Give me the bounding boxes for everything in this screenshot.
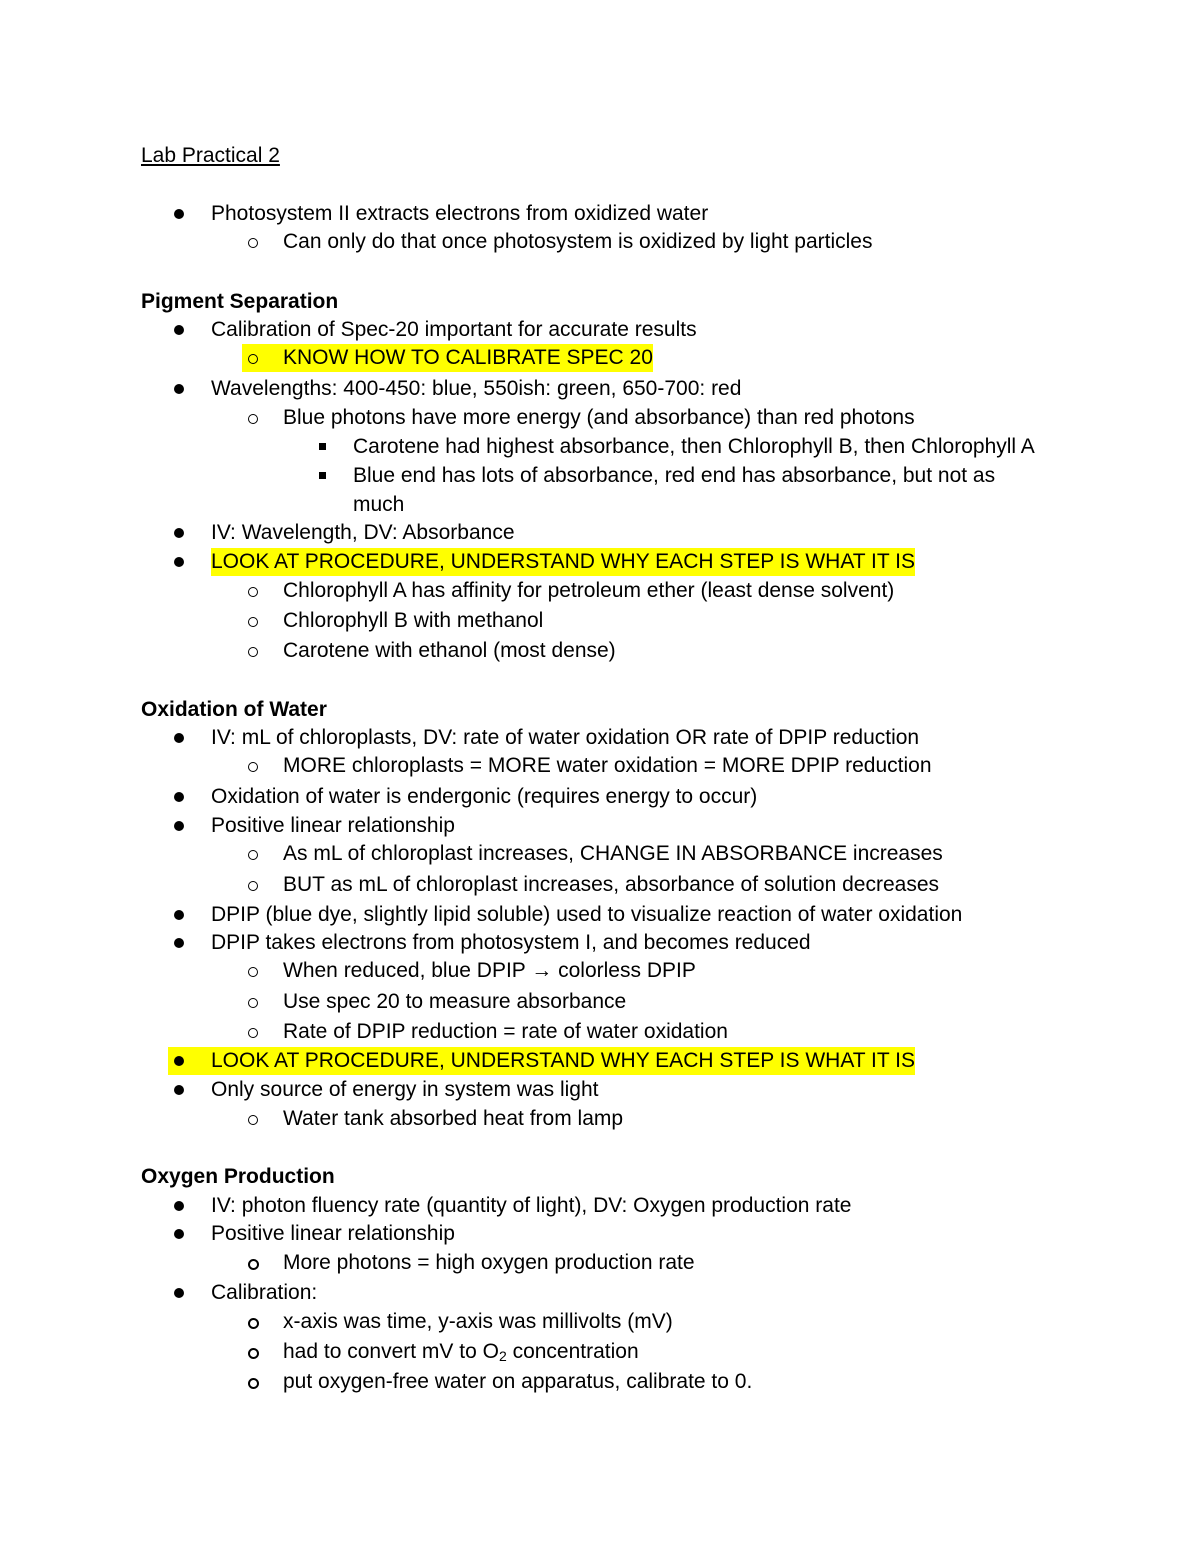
list-item-text: IV: photon fluency rate (quantity of light), DV: Oxygen production rate — [211, 1194, 852, 1217]
list-item-text — [283, 1338, 639, 1366]
list-item-text: Water tank absorbed heat from lamp — [283, 1107, 624, 1130]
list-item-text: DPIP (blue dye, slightly lipid soluble) used to visualize reaction of water oxidation — [211, 903, 963, 926]
list-item-text-part: concentration — [506, 1340, 639, 1363]
circle-bullet-icon — [248, 967, 258, 977]
circle-bullet-icon — [248, 354, 258, 364]
circle-bullet-icon — [248, 1348, 259, 1359]
list-item-text: Blue photons have more energy (and absorbance) than red photons — [283, 406, 915, 429]
list-item-text: Chlorophyll B with methanol — [283, 609, 544, 632]
list-item-text: Wavelengths: 400-450: blue, 550ish: green, 650-700: red — [211, 377, 742, 400]
list-item-text: DPIP takes electrons from photosystem I, and becomes reduced — [211, 931, 811, 954]
list-item-text: Can only do that once photosystem is oxidized by light particles — [283, 230, 873, 253]
list-item-text: Blue end has lots of absorbance, red end has absorbance, but not as — [353, 464, 996, 487]
list-item-text: MORE chloroplasts = MORE water oxidation = MORE DPIP reduction — [283, 754, 932, 777]
square-bullet-icon — [319, 472, 326, 479]
circle-bullet-icon — [248, 1115, 258, 1125]
square-bullet-icon — [319, 443, 326, 450]
highlighted-text: LOOK AT PROCEDURE, UNDERSTAND WHY EACH STEP IS WHAT IT IS — [211, 548, 915, 576]
list-item-text-part: colorless DPIP — [558, 959, 696, 982]
list-item-text: Oxidation of water is endergonic (requires energy to occur) — [211, 785, 758, 808]
circle-bullet-icon — [248, 998, 258, 1008]
bullet-icon — [174, 792, 184, 802]
bullet-icon — [174, 1288, 184, 1298]
bullet-icon — [174, 1056, 184, 1066]
bullet-icon — [174, 1201, 184, 1211]
list-item-text: IV: mL of chloroplasts, DV: rate of water oxidation OR rate of DPIP reduction — [211, 726, 920, 749]
circle-bullet-icon — [248, 617, 258, 627]
list-item-text: much — [353, 493, 405, 516]
circle-bullet-icon — [248, 881, 258, 891]
circle-bullet-icon — [248, 238, 258, 248]
list-item-text: Chlorophyll A has affinity for petroleum ether (least dense solvent) — [283, 579, 895, 602]
bullet-icon — [174, 821, 184, 831]
bullet-icon — [174, 384, 184, 394]
highlighted-text: LOOK AT PROCEDURE, UNDERSTAND WHY EACH STEP IS WHAT IT IS — [211, 1047, 915, 1075]
list-item-text: IV: Wavelength, DV: Absorbance — [211, 521, 515, 544]
list-item-text: Use spec 20 to measure absorbance — [283, 990, 627, 1013]
list-item-text-part: had to convert mV to O — [283, 1340, 499, 1363]
list-item-text: Calibration: — [211, 1281, 318, 1304]
list-item-text: BUT as mL of chloroplast increases, absorbance of solution decreases — [283, 873, 940, 896]
list-item-text: Calibration of Spec-20 important for accurate results — [211, 318, 697, 341]
section-heading: Pigment Separation — [141, 290, 339, 313]
list-item-text: Rate of DPIP reduction = rate of water oxidation — [283, 1020, 728, 1043]
list-item-text: put oxygen-free water on apparatus, calibrate to 0. — [283, 1370, 753, 1393]
bullet-icon — [174, 910, 184, 920]
circle-bullet-icon — [248, 1028, 258, 1038]
bullet-icon — [174, 1229, 184, 1239]
section-heading: Oxidation of Water — [141, 698, 327, 721]
list-item-text: x-axis was time, y-axis was millivolts (mV) — [283, 1310, 673, 1333]
bullet-icon — [174, 528, 184, 538]
list-item-text: Photosystem II extracts electrons from oxidized water — [211, 202, 709, 225]
highlighted-text: KNOW HOW TO CALIBRATE SPEC 20 — [283, 344, 653, 372]
list-item-text: Only source of energy in system was light — [211, 1078, 599, 1101]
circle-bullet-icon — [248, 414, 258, 424]
circle-bullet-icon — [248, 587, 258, 597]
list-item-text: Carotene with ethanol (most dense) — [283, 639, 616, 662]
circle-bullet-icon — [248, 1318, 259, 1329]
bullet-icon — [174, 733, 184, 743]
bullet-icon — [174, 325, 184, 335]
list-item-text: Carotene had highest absorbance, then Chlorophyll B, then Chlorophyll A — [353, 435, 1035, 458]
bullet-icon — [174, 209, 184, 219]
circle-bullet-icon — [248, 1259, 259, 1270]
list-item-text-part: When reduced, blue DPIP — [283, 959, 526, 982]
bullet-icon — [174, 938, 184, 948]
circle-bullet-icon — [248, 647, 258, 657]
list-item-text: Positive linear relationship — [211, 1222, 455, 1245]
list-item-text — [283, 957, 696, 985]
section-heading: Oxygen Production — [141, 1165, 335, 1188]
circle-bullet-icon — [248, 850, 258, 860]
page-title: Lab Practical 2 — [141, 144, 280, 167]
bullet-icon — [174, 1085, 184, 1095]
list-item-text: Positive linear relationship — [211, 814, 455, 837]
list-item-text: As mL of chloroplast increases, CHANGE IN ABSORBANCE increases — [283, 842, 943, 865]
right-arrow-icon: → — [531, 959, 553, 982]
circle-bullet-icon — [248, 762, 258, 772]
bullet-icon — [174, 557, 184, 567]
circle-bullet-icon — [248, 1378, 259, 1389]
subscript: 2 — [498, 1348, 507, 1364]
list-item-text: More photons = high oxygen production rate — [283, 1251, 695, 1274]
